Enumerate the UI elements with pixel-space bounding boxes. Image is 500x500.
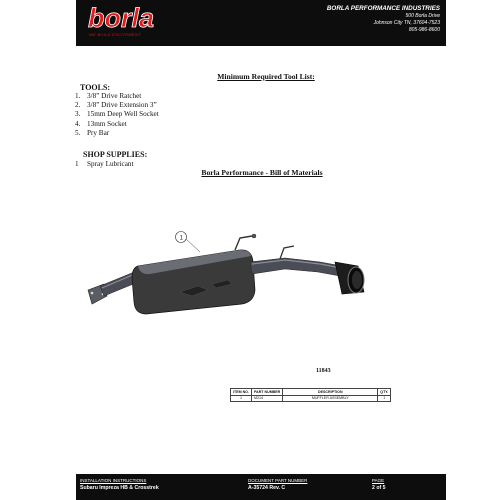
footer-document-number <box>248 478 307 492</box>
item-number: 4. <box>75 119 81 128</box>
footer-document-title <box>80 478 159 492</box>
table-cell: 1 <box>231 395 252 402</box>
flange-hole <box>91 292 94 295</box>
table-row <box>231 395 391 402</box>
bom-title: Borla Performance - Bill of Materials <box>201 168 323 177</box>
table-cell: MUFFLER ASSEMBLY <box>283 395 378 402</box>
address-line-1: 500 Borla Drive <box>405 13 440 19</box>
callout-leader <box>186 239 200 252</box>
page-footer <box>76 474 446 500</box>
column-header: PART NUMBER <box>251 389 282 396</box>
item-text: 3/8” Drive Extension 3” <box>87 101 157 110</box>
column-header: DESCRIPTION <box>283 389 378 396</box>
item-number: 3. <box>75 110 81 119</box>
exhaust-drawing <box>80 222 380 332</box>
tools-heading: TOOLS: <box>80 83 111 92</box>
column-header: ITEM NO. <box>231 389 252 396</box>
callout-number: 1 <box>179 235 183 242</box>
company-info <box>327 4 440 34</box>
logo-wordmark: borla <box>88 3 155 33</box>
list-item <box>75 110 159 119</box>
bom-table <box>230 388 391 402</box>
column-header: QTY. <box>378 389 391 396</box>
item-text: 3/8” Drive Ratchet <box>87 92 142 100</box>
footer-label: INSTALLATION INSTRUCTIONS <box>80 478 147 483</box>
list-item <box>75 120 159 129</box>
list-item <box>75 129 159 138</box>
phone-number: 805-986-8600 <box>408 27 440 33</box>
hanger-rod <box>235 236 252 250</box>
tools-list <box>75 92 159 138</box>
item-text: 13mm Socket <box>87 119 127 128</box>
footer-label: PAGE <box>372 478 385 483</box>
borla-logo <box>86 3 166 33</box>
footer-page-number <box>372 478 386 492</box>
footer-value: 2 of 5 <box>372 485 386 491</box>
item-text: Spray Lubricant <box>87 160 134 168</box>
table-cell: M214 <box>251 395 282 402</box>
list-item <box>75 92 159 101</box>
kit-part-number: 11843 <box>316 368 331 374</box>
item-number: 1. <box>75 92 81 100</box>
shop-supplies-heading: SHOP SUPPLIES: <box>83 150 148 159</box>
tool-list-title: Minimum Required Tool List: <box>217 72 315 81</box>
footer-label: DOCUMENT PART NUMBER <box>248 478 308 483</box>
rear-hanger <box>280 246 294 259</box>
item-number: 2. <box>75 101 81 110</box>
company-name: BORLA PERFORMANCE INDUSTRIES <box>326 5 440 12</box>
item-text: 15mm Deep Well Socket <box>87 110 159 119</box>
table-cell: 1 <box>378 395 391 402</box>
item-number: 5. <box>75 128 81 137</box>
page-header <box>76 0 446 46</box>
footer-value: Subaru Impreza HB & Crosstrek <box>80 485 159 491</box>
exhaust-tip-inner <box>352 271 362 289</box>
list-item <box>75 101 159 110</box>
address-line-2: Johnson City TN, 37604-7523 <box>373 20 440 26</box>
logo-tagline: WE BUILD EXCITEMENT <box>89 32 141 37</box>
item-number: 1 <box>75 160 79 168</box>
footer-value: A-35724 Rev. C <box>248 485 286 491</box>
hanger-end <box>252 234 256 238</box>
item-text: Pry Bar <box>87 128 110 137</box>
